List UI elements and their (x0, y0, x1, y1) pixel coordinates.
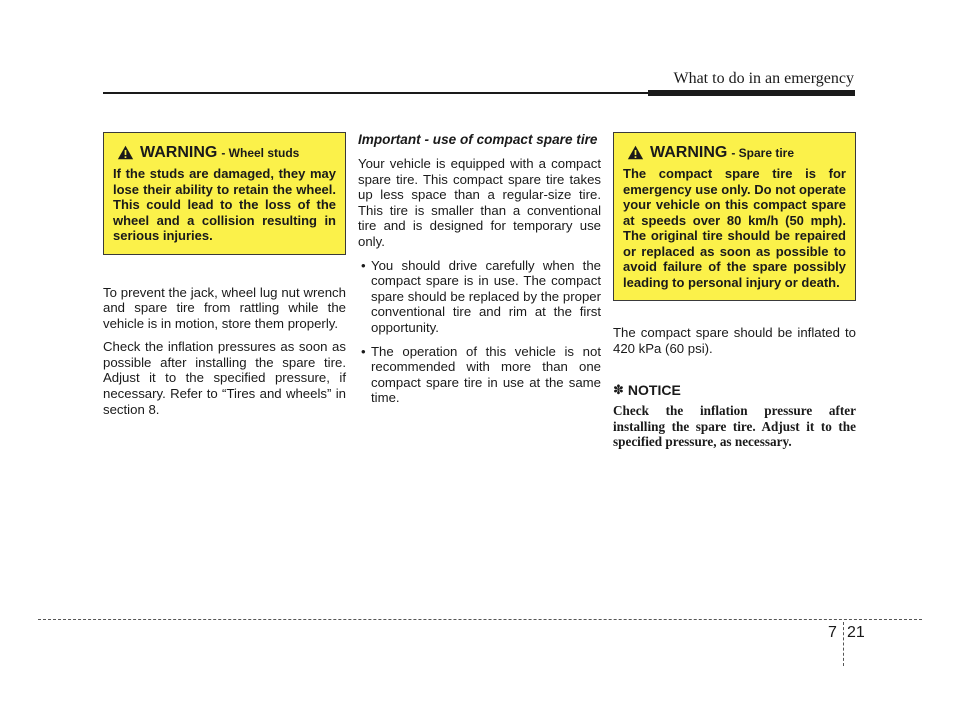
column-1 (103, 132, 346, 425)
chapter-number: 7 (828, 624, 837, 641)
paragraph-check-pressure: Check the inflation pressures as soon as possible after installing the spare tire. Adjust it to the specified pressure, if necessary. Refer to “Tires and wheels” in section 8. (103, 339, 346, 417)
warning-text: The compact spare tire is for emergency use only. Do not operate your vehicle on this compact spare at speeds over 80 km/h (50 mph). The original tire should be repaired or replaced as soon as possible to avoid failure of the spare possibly leading to personal injury or death. (623, 166, 846, 290)
bullet-item: • You should drive carefully when the compact spare is in use. The compact spare should be replaced by the proper conventional tire and rim at the first opportunity. (358, 258, 601, 336)
warning-header (113, 144, 336, 161)
warning-box-spare-tire (613, 132, 856, 301)
warning-header (623, 144, 846, 161)
warning-triangle-icon (627, 144, 644, 161)
paragraph-store-tools: To prevent the jack, wheel lug nut wrench and spare tire from rattling while the vehicle is in motion, store them properly. (103, 284, 346, 331)
notice-asterisk-icon: ✽ (613, 382, 624, 398)
bullet-item: • The operation of this vehicle is not recommended with more than one compact spare tire in use at the same time. (358, 344, 601, 406)
column-2 (358, 132, 601, 414)
warning-text: If the studs are damaged, they may lose their ability to retain the wheel. This could lead to the loss of the wheel and a collision resulting in serious injuries. (113, 166, 336, 243)
compact-spare-intro: Your vehicle is equipped with a compact spare tire. This compact spare tire takes up less space than a regular-size tire. This tire is smaller than a conventional tire and is designed for temporary use only. (358, 156, 601, 249)
compact-spare-heading: Important - use of compact spare tire (358, 132, 598, 147)
compact-spare-bullets (358, 258, 601, 406)
warning-label: WARNING (650, 144, 728, 161)
warning-label: WARNING (140, 144, 218, 161)
notice-header (613, 382, 856, 398)
footer-rule (38, 619, 922, 620)
notice-label: NOTICE (627, 382, 681, 399)
warning-subtitle: - Spare tire (731, 146, 795, 160)
warning-box-wheel-studs (103, 132, 346, 255)
header-rule-accent (648, 90, 855, 96)
page-number-separator (843, 622, 844, 666)
column-3 (613, 132, 856, 450)
paragraph-inflation: The compact spare should be inflated to 420 kPa (60 psi). (613, 325, 856, 356)
section-title: What to do in an emergency (673, 70, 854, 87)
warning-subtitle: - Wheel studs (221, 146, 300, 160)
page-number: 21 (847, 624, 865, 641)
notice-text: Check the inflation pressure after installing the spare tire. Adjust it to the specified pressure, as necessary. (613, 403, 856, 450)
warning-triangle-icon (117, 144, 134, 161)
